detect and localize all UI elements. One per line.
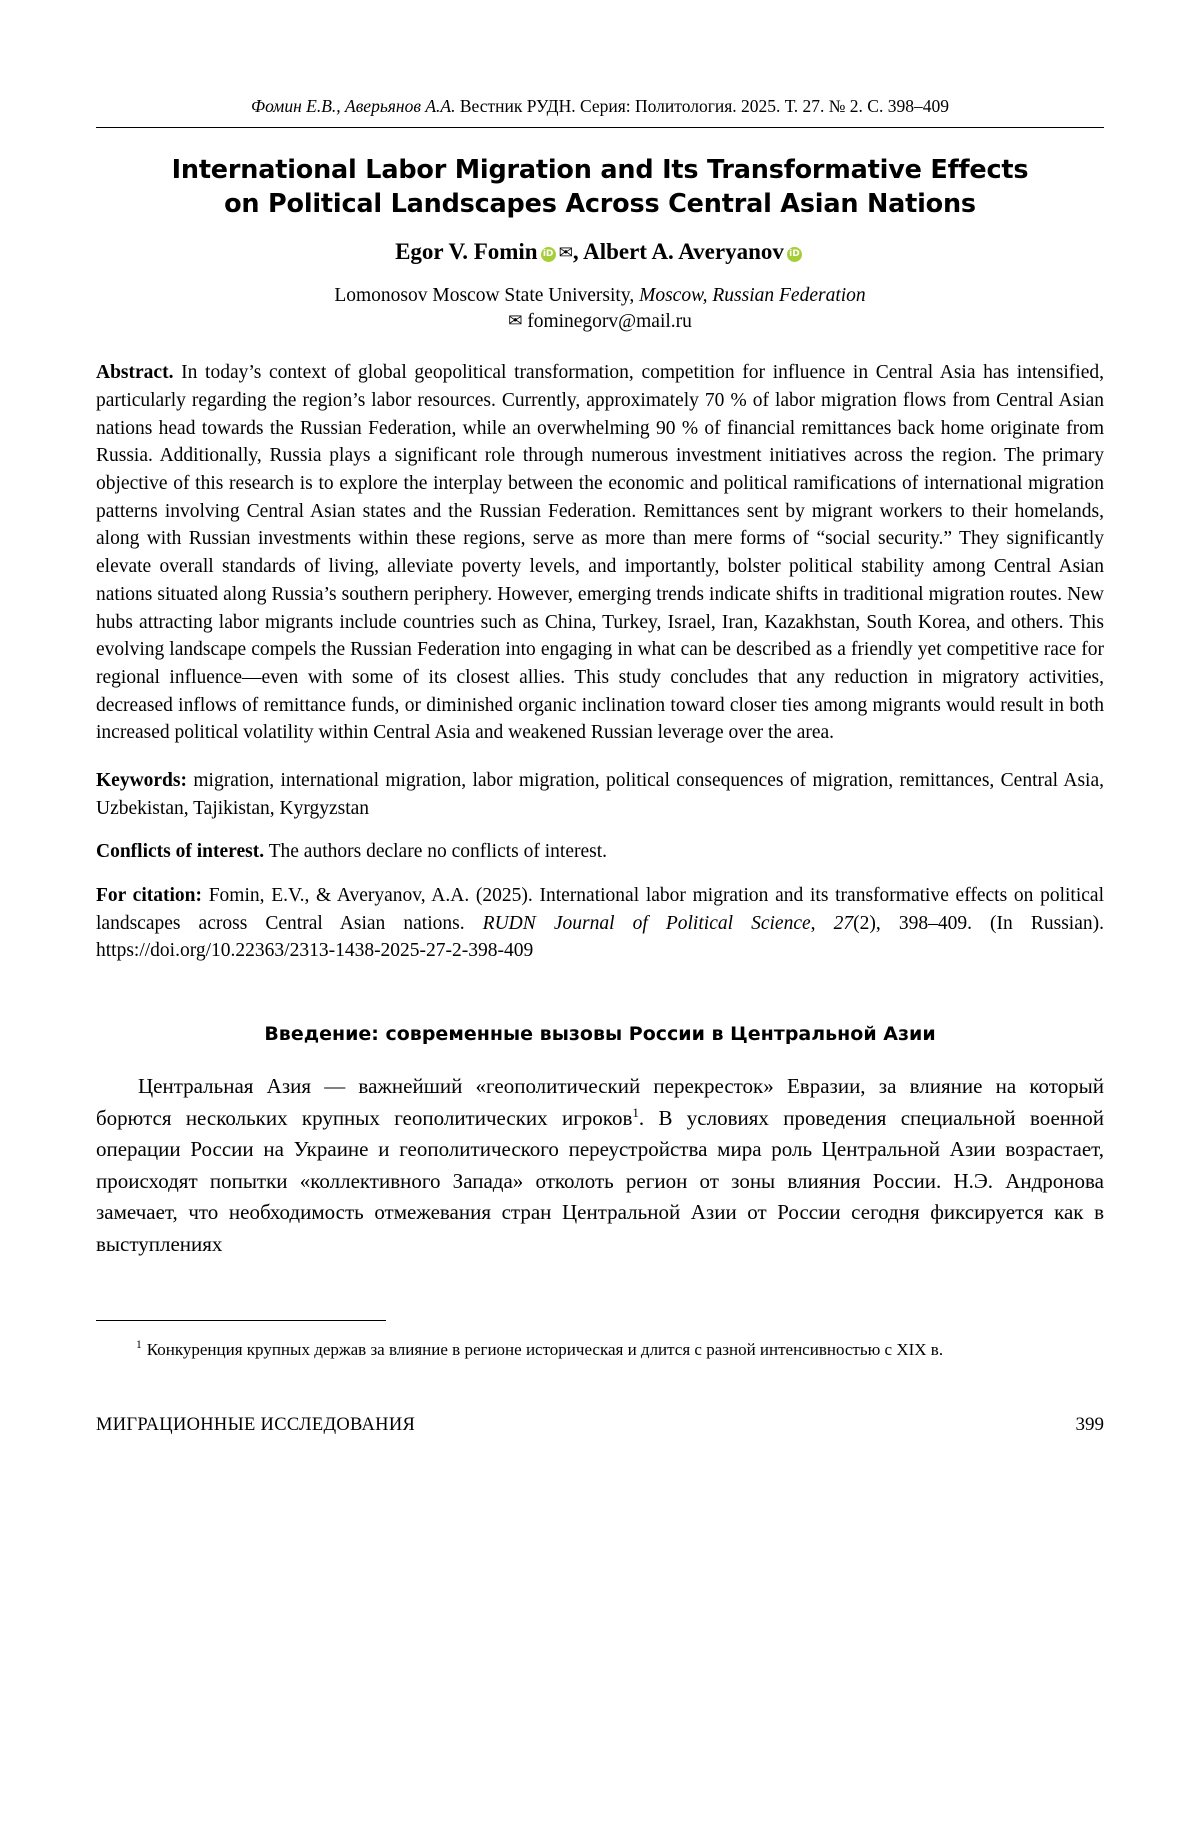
footnote-number: 1 <box>136 1338 142 1352</box>
header-divider <box>96 127 1104 128</box>
author-list <box>96 239 1104 265</box>
email-icon[interactable]: ✉ <box>558 243 573 264</box>
author-name-2: Albert A. Averyanov <box>583 239 784 265</box>
citation-volume: 27 <box>833 912 854 934</box>
title-line-2: on Political Landscapes Across Central Asian Nations <box>224 188 976 219</box>
abstract-label: Abstract. <box>96 362 174 384</box>
page-number: 399 <box>1075 1413 1104 1435</box>
footnote <box>96 1338 1104 1361</box>
page-title <box>96 154 1104 221</box>
section-heading: Введение: современные вызовы России в Центральной Азии <box>264 1023 936 1046</box>
body-paragraph <box>96 1071 1104 1260</box>
body-text-after-note: . В условиях проведения специальной военной операции России на Украине и геополитического переустройства мира роль Центральной Азии возрастает, происходят попытки «коллективного Запада» отколоть регион от зоны влияния России. Н.Э. Андронова замечает, что необходимость отмежевания стран Центральной Азии от России сегодня фиксируется как в выступлениях <box>96 1105 1105 1256</box>
citation-label: For citation: <box>96 885 202 906</box>
affiliation-location: Moscow, Russian Federation <box>639 285 866 307</box>
author-separator: , <box>572 239 584 265</box>
footer-section-name: МИГРАЦИОННЫЕ ИССЛЕДОВАНИЯ <box>96 1414 416 1435</box>
abstract <box>96 359 1104 747</box>
affiliation-institution: Lomonosov Moscow State University, <box>334 285 640 307</box>
title-line-1: International Labor Migration and Its Transformative Effects <box>171 155 1029 185</box>
affiliation <box>96 285 1104 307</box>
conflicts-text: The authors declare no conflicts of interest. <box>264 841 608 863</box>
corresponding-email[interactable]: fominegorv@mail.ru <box>527 311 692 333</box>
keywords <box>96 767 1104 822</box>
orcid-icon[interactable]: iD <box>541 247 556 262</box>
citation <box>96 882 1104 965</box>
footnote-divider <box>96 1320 386 1321</box>
running-head-authors: Фомин Е.В., Аверьянов А.А. <box>251 96 456 116</box>
email-icon: ✉ <box>508 311 523 332</box>
keywords-text: migration, international migration, labor migration, political consequences of migration, remittances, Central Asia, Uzbekistan, Tajikistan, Kyrgyzstan <box>96 769 1104 819</box>
footnote-marker[interactable]: 1 <box>632 1104 639 1120</box>
footnote-text: Конкуренция крупных держав за влияние в регионе историческая и длится с разной интенсивностью с XIX в. <box>146 1340 944 1360</box>
keywords-label: Keywords: <box>96 769 187 791</box>
citation-journal: RUDN Journal of Political Science <box>482 912 811 934</box>
running-head <box>96 96 1104 127</box>
page-footer <box>96 1414 1104 1436</box>
conflicts-label: Conflicts of interest. <box>96 841 265 863</box>
running-head-source: Вестник РУДН. Серия: Политология. 2025. Т. 27. № 2. С. 398–409 <box>455 96 949 116</box>
citation-text-2: , <box>810 912 834 934</box>
conflicts-of-interest <box>96 838 1104 866</box>
corresponding-email-line <box>96 311 1104 333</box>
body-text-before-note: Центральная Азия — важнейший «геополитический перекресток» Евразии, за влияние на который борются нескольких крупных геополитических игроков <box>96 1074 1104 1130</box>
abstract-text: In today’s context of global geopolitical transformation, competition for influence in Central Asia has intensified, particularly regarding the region’s labor resources. Currently, approximately 70 % of labor migration flows from Central Asian nations head towards the Russian Federation, while an overwhelming 90 % of financial remittances back home originate from Russia. Additionally, Russia plays a significant role through numerous investment initiatives across the region. The primary objective of this research is to explore the interplay between the economic and political ramifications of international migration patterns involving Central Asian states and the Russian Federation. Remittances sent by migrant workers to their homelands, along with Russian investments within these regions, serve as more than mere forms of “social security.” They significantly elevate overall standards of living, alleviate poverty levels, and importantly, bolster political stability among Central Asian nations situated along Russia’s southern periphery. However, emerging trends indicate shifts in traditional migration routes. New hubs attracting labor migrants include countries such as China, Turkey, Israel, Iran, Kazakhstan, South Korea, and others. This evolving landscape compels the Russian Federation into engaging in what can be described as a friendly yet competitive race for regional influence—even with some of its closest allies. This study concludes that any reduction in migratory activities, decreased inflows of remittance funds, or diminished organic inclination toward closer ties among migrants would result in both increased political volatility within Central Asia and weakened Russian leverage over the area. <box>96 362 1104 744</box>
citation-text-1: Fomin, E.V., & Averyanov, A.A. (2025). International labor migration and its transformative effects on political landscapes across Central Asian nations. <box>96 885 1104 934</box>
orcid-icon[interactable]: iD <box>787 247 802 262</box>
author-name-1: Egor V. Fomin <box>395 239 538 265</box>
citation-text-3: (2), 398–409. (In Russian). https://doi.org/10.22363/2313-1438-2025-27-2-398-409 <box>96 912 1104 962</box>
